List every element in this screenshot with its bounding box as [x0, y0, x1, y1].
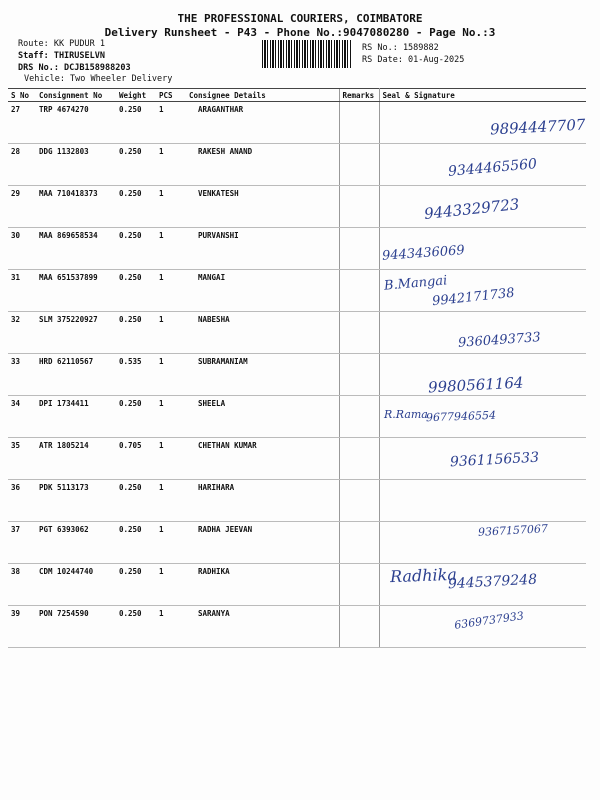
- cell-consignee: ARAGANTHAR: [186, 102, 339, 144]
- cell-consignee: RADHA JEEVAN: [186, 522, 339, 564]
- cell-pcs: 1: [156, 564, 186, 606]
- handwritten-signature: B.Mangai: [383, 273, 448, 294]
- cell-remarks: [339, 522, 379, 564]
- cell-sno: 39: [8, 606, 36, 648]
- cell-sno: 32: [8, 312, 36, 354]
- cell-weight: 0.535: [116, 354, 156, 396]
- col-signature: Seal & Signature: [379, 89, 586, 102]
- cell-weight: 0.250: [116, 564, 156, 606]
- col-consignee: Consignee Details: [186, 89, 339, 102]
- handwritten-signature: 9445379248: [447, 571, 538, 593]
- cell-remarks: [339, 564, 379, 606]
- cell-consignee: HARIHARA: [186, 480, 339, 522]
- cell-consignee: SUBRAMANIAM: [186, 354, 339, 396]
- cell-pcs: 1: [156, 606, 186, 648]
- cell-consignment-no: SLM 375220927: [36, 312, 116, 354]
- runsheet-subtitle: Delivery Runsheet - P43 - Phone No.:9047080280 - Page No.:3: [104, 26, 496, 39]
- handwritten-signature: 9942171738: [431, 285, 516, 310]
- cell-sno: 29: [8, 186, 36, 228]
- handwritten-signature: 9443436069: [381, 243, 466, 264]
- cell-sno: 28: [8, 144, 36, 186]
- cell-consignment-no: CDM 10244740: [36, 564, 116, 606]
- cell-weight: 0.250: [116, 186, 156, 228]
- cell-consignee: VENKATESH: [186, 186, 339, 228]
- cell-sno: 27: [8, 102, 36, 144]
- cell-weight: 0.250: [116, 102, 156, 144]
- cell-consignment-no: PGT 6393062: [36, 522, 116, 564]
- cell-sno: 34: [8, 396, 36, 438]
- cell-weight: 0.250: [116, 270, 156, 312]
- staff-label: Staff: THIRUSELVN: [18, 51, 105, 61]
- table-row: [8, 228, 586, 270]
- cell-consignee: MANGAI: [186, 270, 339, 312]
- col-weight: Weight: [116, 89, 156, 102]
- handwritten-signature: 6369737933: [453, 609, 525, 632]
- handwritten-signature: 9980561164: [427, 373, 524, 397]
- vehicle-label: Vehicle: Two Wheeler Delivery: [24, 74, 173, 84]
- cell-consignee: RADHIKA: [186, 564, 339, 606]
- cell-consignee: SARANYA: [186, 606, 339, 648]
- cell-sno: 30: [8, 228, 36, 270]
- handwritten-signature: 9367157067: [477, 522, 549, 539]
- cell-sno: 37: [8, 522, 36, 564]
- handwritten-signature: 9344465560: [447, 156, 538, 180]
- cell-remarks: [339, 438, 379, 480]
- cell-pcs: 1: [156, 396, 186, 438]
- cell-pcs: 1: [156, 438, 186, 480]
- cell-weight: 0.250: [116, 312, 156, 354]
- rs-no-label: RS No.: 1589882: [362, 43, 439, 53]
- rs-date-label: RS Date: 01-Aug-2025: [362, 55, 465, 65]
- col-remarks: Remarks: [339, 89, 379, 102]
- company-title: THE PROFESSIONAL COURIERS, COIMBATORE: [177, 12, 423, 25]
- cell-remarks: [339, 396, 379, 438]
- cell-pcs: 1: [156, 312, 186, 354]
- cell-consignment-no: MAA 651537899: [36, 270, 116, 312]
- col-sno: S No: [8, 89, 36, 102]
- cell-consignment-no: PON 7254590: [36, 606, 116, 648]
- cell-sno: 33: [8, 354, 36, 396]
- cell-consignee: SHEELA: [186, 396, 339, 438]
- cell-signature: [379, 480, 586, 522]
- cell-consignment-no: MAA 869658534: [36, 228, 116, 270]
- cell-weight: 0.250: [116, 480, 156, 522]
- cell-pcs: 1: [156, 522, 186, 564]
- cell-consignment-no: PDK 5113173: [36, 480, 116, 522]
- cell-consignment-no: HRD 62110567: [36, 354, 116, 396]
- cell-weight: 0.705: [116, 438, 156, 480]
- table-header-row: [8, 89, 586, 102]
- cell-consignment-no: DPI 1734411: [36, 396, 116, 438]
- cell-sno: 38: [8, 564, 36, 606]
- handwritten-signature: 9361156533: [449, 449, 540, 471]
- handwritten-signature: 9443329723: [423, 195, 521, 223]
- cell-consignee: PURVANSHI: [186, 228, 339, 270]
- col-consignment: Consignment No: [36, 89, 116, 102]
- cell-remarks: [339, 270, 379, 312]
- cell-remarks: [339, 102, 379, 144]
- cell-sno: 36: [8, 480, 36, 522]
- cell-pcs: 1: [156, 480, 186, 522]
- cell-weight: 0.250: [116, 144, 156, 186]
- cell-pcs: 1: [156, 102, 186, 144]
- cell-sno: 35: [8, 438, 36, 480]
- cell-pcs: 1: [156, 354, 186, 396]
- cell-pcs: 1: [156, 228, 186, 270]
- handwritten-signature: R.Rama: [384, 408, 428, 421]
- cell-remarks: [339, 312, 379, 354]
- cell-consignee: NABESHA: [186, 312, 339, 354]
- cell-remarks: [339, 144, 379, 186]
- handwritten-signature: 9677946554: [425, 408, 497, 425]
- cell-weight: 0.250: [116, 606, 156, 648]
- cell-consignment-no: DDG 1132803: [36, 144, 116, 186]
- cell-consignment-no: ATR 1805214: [36, 438, 116, 480]
- cell-remarks: [339, 606, 379, 648]
- cell-pcs: 1: [156, 186, 186, 228]
- table-row: [8, 480, 586, 522]
- drs-label: DRS No.: DCJB158988203: [18, 63, 131, 73]
- cell-consignment-no: MAA 710418373: [36, 186, 116, 228]
- cell-consignee: RAKESH ANAND: [186, 144, 339, 186]
- cell-weight: 0.250: [116, 228, 156, 270]
- table-row: [8, 396, 586, 438]
- cell-remarks: [339, 480, 379, 522]
- cell-remarks: [339, 228, 379, 270]
- handwritten-signature: 9360493733: [457, 330, 542, 351]
- cell-sno: 31: [8, 270, 36, 312]
- cell-consignment-no: TRP 4674270: [36, 102, 116, 144]
- cell-remarks: [339, 354, 379, 396]
- handwritten-signature: Radhika: [389, 564, 458, 587]
- barcode: [262, 40, 352, 68]
- route-label: Route: KK PUDUR 1: [18, 39, 105, 49]
- col-pcs: PCS: [156, 89, 186, 102]
- handwritten-signature: 9894447707: [489, 115, 586, 139]
- cell-consignee: CHETHAN KUMAR: [186, 438, 339, 480]
- cell-pcs: 1: [156, 270, 186, 312]
- cell-remarks: [339, 186, 379, 228]
- cell-weight: 0.250: [116, 396, 156, 438]
- cell-weight: 0.250: [116, 522, 156, 564]
- cell-pcs: 1: [156, 144, 186, 186]
